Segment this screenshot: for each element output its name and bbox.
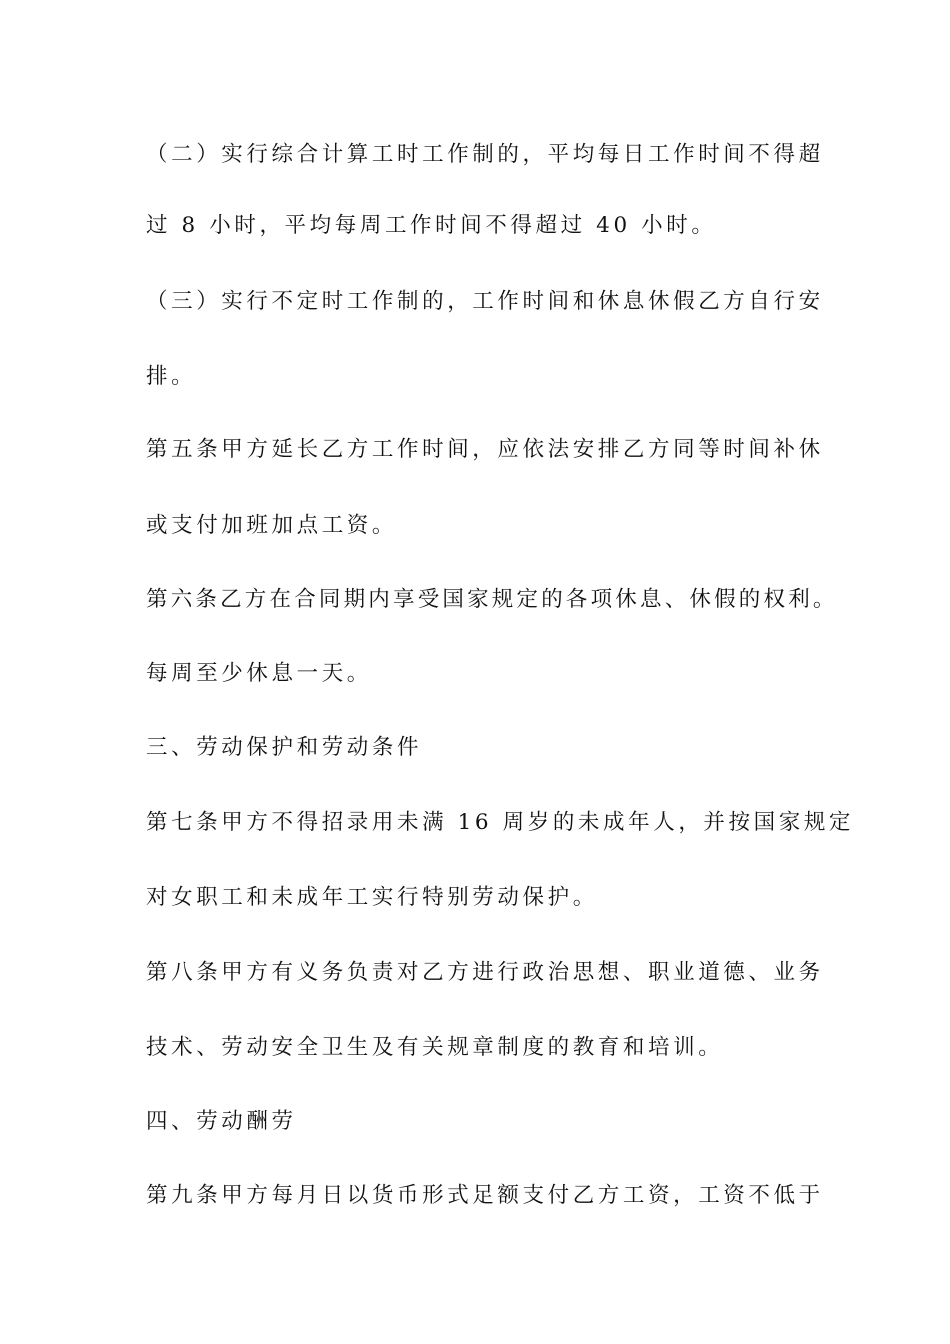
text-line: 第五条甲方延长乙方工作时间，应依法安排乙方同等时间补休	[146, 437, 824, 462]
text-line: 第七条甲方不得招录用未满 16 周岁的未成年人，并按国家规定	[146, 810, 855, 835]
text-line: 或支付加班加点工资。	[146, 513, 398, 538]
section-heading: 三、劳动保护和劳动条件	[146, 735, 423, 760]
text-line: 第九条甲方每月日以货币形式足额支付乙方工资，工资不低于	[146, 1183, 824, 1208]
text-line: 排。	[146, 364, 197, 389]
text-line: （二）实行综合计算工时工作制的，平均每日工作时间不得超	[146, 142, 824, 167]
text-line: （三）实行不定时工作制的，工作时间和休息休假乙方自行安	[146, 289, 824, 314]
text-line: 第八条甲方有义务负责对乙方进行政治思想、职业道德、业务	[146, 960, 824, 985]
text-line: 第六条乙方在合同期内享受国家规定的各项休息、休假的权利。	[146, 587, 838, 612]
section-heading: 四、劳动酬劳	[146, 1109, 297, 1134]
text-line: 每周至少休息一天。	[146, 661, 372, 686]
text-line: 对女职工和未成年工实行特别劳动保护。	[146, 885, 598, 910]
text-line: 过 8 小时，平均每周工作时间不得超过 40 小时。	[146, 213, 717, 238]
text-line: 技术、劳动安全卫生及有关规章制度的教育和培训。	[146, 1035, 724, 1060]
